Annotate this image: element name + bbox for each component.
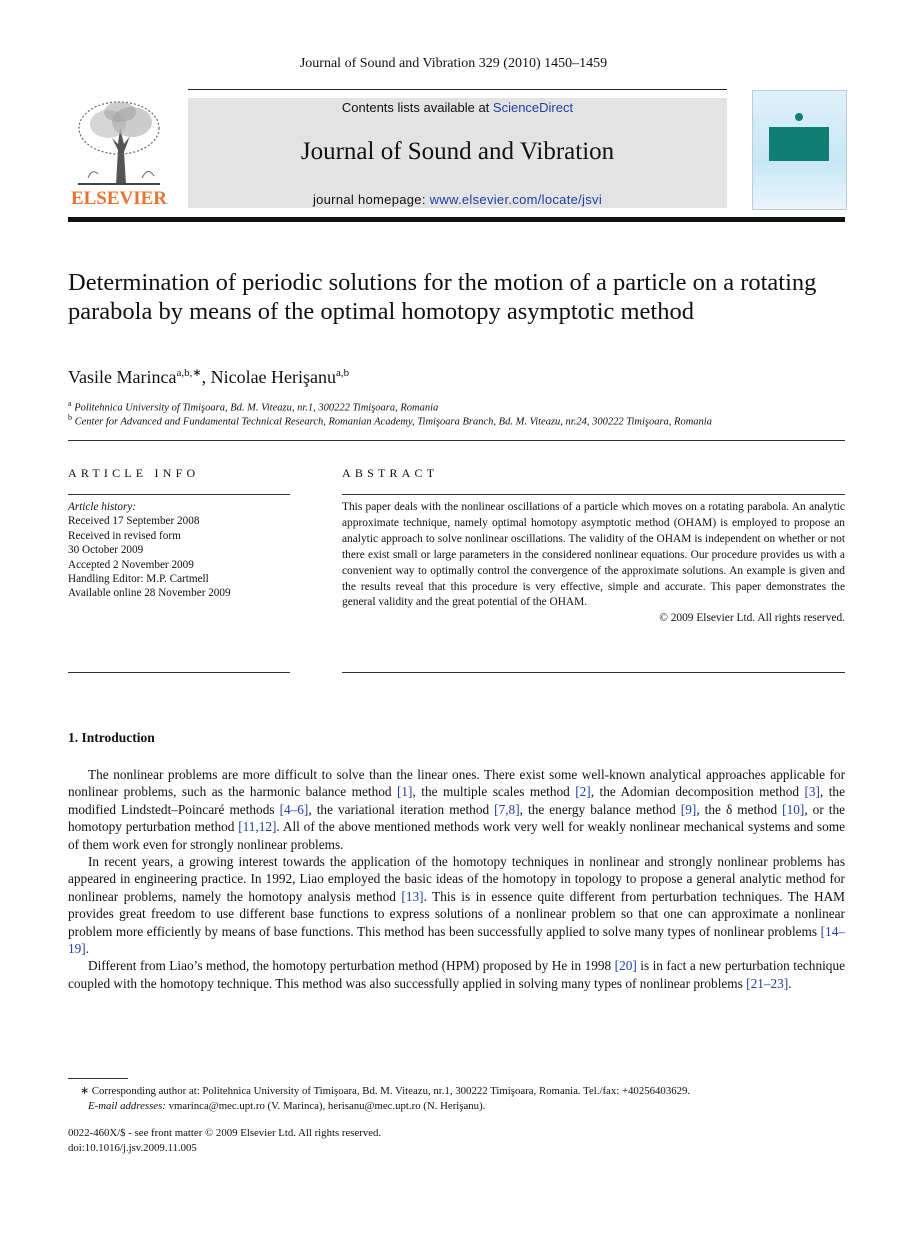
journal-citation: Journal of Sound and Vibration 329 (2010) 1450–1459: [299, 56, 608, 71]
reference-link[interactable]: [20]: [614, 958, 637, 974]
abstract-body: [342, 500, 845, 627]
history-line: Available online 28 November 2009: [68, 587, 231, 600]
section-heading-introduction: 1. Introduction: [68, 730, 155, 745]
cover-emblem-icon: [795, 113, 803, 121]
reference-link[interactable]: [4–6]: [279, 801, 309, 817]
history-line: Received 17 September 2008: [68, 515, 200, 528]
homepage-line: journal homepage: www.elsevier.com/locate/jsvi: [312, 192, 603, 207]
article-info-heading: ARTICLE INFO: [68, 466, 200, 480]
publisher-name: ELSEVIER: [70, 188, 168, 209]
abstract-copyright: © 2009 Elsevier Ltd. All rights reserved.: [659, 612, 845, 625]
history-line: Handling Editor: M.P. Cartmell: [68, 573, 209, 586]
article-title: Determination of periodic solutions for the motion of a particle on a rotating parabola by means of the optimal homotopy asymptotic method: [68, 269, 817, 325]
reference-link[interactable]: [9]: [680, 801, 697, 817]
article-history: [68, 500, 290, 601]
author-affiliation-marks[interactable]: a,b,∗: [176, 367, 202, 379]
paragraph: The nonlinear problems are more difficult to solve than the linear ones. There exist some well-known analytical approaches applicable for nonlinear problems, such as the harmonic balance method [1], the multiple scales method [2], the Adomian decomposition method [3], the modified Lindstedt–Poincaré methods [4–6], the variational iteration method [7,8], the energy balance method [9], the δ method [10], or the homotopy perturbation method [11,12]. All of the above mentioned methods work very well for weakly nonlinear mechanical systems and some of them work even for strongly nonlinear problems.: [68, 767, 846, 852]
abstract-heading: ABSTRACT: [342, 466, 439, 480]
affiliation-b: $^b$ Center for Advanced and Fundamental Technical Research, Romanian Academy, Timişoara Branch, Bd. M. Viteazu, nr.24, 300222 Timişoara, Romania: [68, 413, 712, 428]
affiliation-a: $^a$ Politehnica University of Timişoara, Bd. M. Viteazu, nr.1, 300222 Timişoara, Romania: [68, 399, 439, 414]
abstract-rule: [342, 494, 845, 495]
cover-panel: [769, 127, 829, 161]
issn-line: 0022-460X/$ - see front matter © 2009 Elsevier Ltd. All rights reserved.: [68, 1127, 382, 1139]
header-top-rule: [188, 89, 727, 90]
journal-title: Journal of Sound and Vibration: [300, 138, 615, 165]
author-affiliation-marks[interactable]: a,b: [336, 367, 350, 379]
history-label: Article history:: [68, 501, 137, 513]
journal-cover-image: [752, 90, 847, 210]
paragraph: Different from Liao’s method, the homotopy perturbation method (HPM) proposed by He in 1998 [20] is in fact a new perturbation technique coupled with the homotopy technique. This method was also successfully applied in solving many types of nonlinear problems [21–23].: [68, 958, 845, 991]
reference-link[interactable]: [3]: [804, 784, 820, 800]
abstract-bottom-rule: [342, 672, 845, 673]
reference-link[interactable]: [13]: [401, 888, 424, 904]
page-footer: [68, 1126, 381, 1156]
corresponding-author-note: ∗ Corresponding author at: Politehnica University of Timişoara, Bd. M. Viteazu, nr.1, 300222 Timişoara, Romania. Tel./fax: +40256403629.: [80, 1085, 691, 1097]
article-info-rule: [68, 494, 290, 495]
article-info-bottom-rule: [68, 672, 290, 673]
paragraph: In recent years, a growing interest towards the application of the homotopy techniques in nonlinear and strongly nonlinear problems has appeared in engineering practice. In 1992, Liao employed the basic ideas of the homotopy in topology to propose a general analytic method for nonlinear problems, namely the homotopy analysis method [13]. This is in essence quite different from perturbation techniques. The HAM provides great freedom to use different base functions to express solutions of a nonlinear problem so that one can approximate a nonlinear problem more efficiently by means of base functions. This method has been successfully applied to solve many types of nonlinear problems [14–19].: [68, 854, 845, 957]
doi-line: doi:10.1016/j.jsv.2009.11.005: [68, 1142, 197, 1154]
abstract-text: This paper deals with the nonlinear oscillations of a particle which moves on a rotating parabola. An analytic approximate technique, namely optimal homotopy asymptotic method (OHAM) is employed to propose an analytic approach to solve nonlinear oscillations. The validity of the OHAM is independent on whether or not there exist small or large parameters in the considered nonlinear equations. Our procedure provides us with a convenient way to optimally control the convergence of the approximate solutions. An example is given and the results reveal that this procedure is very effective, simple and accurate. This paper demonstrates the general validity and the great potential of the OHAM.: [342, 501, 845, 609]
history-line: Received in revised form: [68, 529, 181, 542]
history-line: 30 October 2009: [68, 544, 144, 557]
reference-link[interactable]: [1]: [396, 784, 413, 800]
header-thick-rule: [68, 217, 845, 222]
author-name: Vasile Marinca: [68, 367, 177, 387]
reference-link[interactable]: [7,8]: [494, 801, 520, 817]
contents-line: Contents lists available at ScienceDirect: [341, 100, 574, 115]
homepage-link[interactable]: www.elsevier.com/locate/jsvi: [429, 192, 603, 207]
footnote: [68, 1084, 845, 1114]
tree-logo-icon: [68, 98, 170, 186]
footnote-rule: [68, 1078, 128, 1079]
author-name: Nicolae Herişanu: [210, 367, 337, 387]
sciencedirect-link[interactable]: ScienceDirect: [492, 100, 574, 115]
title-block-rule: [68, 440, 845, 441]
reference-link[interactable]: [14–19]: [68, 923, 845, 957]
reference-link[interactable]: [11,12]: [238, 819, 277, 835]
history-line: Accepted 2 November 2009: [68, 558, 194, 571]
reference-link[interactable]: [10]: [782, 801, 805, 817]
email-addresses: E-mail addresses: vmarinca@mec.upt.ro (V. Marinca), herisanu@mec.upt.ro (N. Herişanu).: [88, 1100, 486, 1112]
elsevier-logo: [68, 98, 170, 210]
reference-link[interactable]: [21–23]: [746, 975, 789, 991]
author-list: Vasile Marinca$^{a,b,∗}$, Nicolae Herişanu$^{a,b}$: [68, 367, 350, 387]
reference-link[interactable]: [2]: [575, 784, 591, 800]
introduction-body: [68, 766, 845, 992]
